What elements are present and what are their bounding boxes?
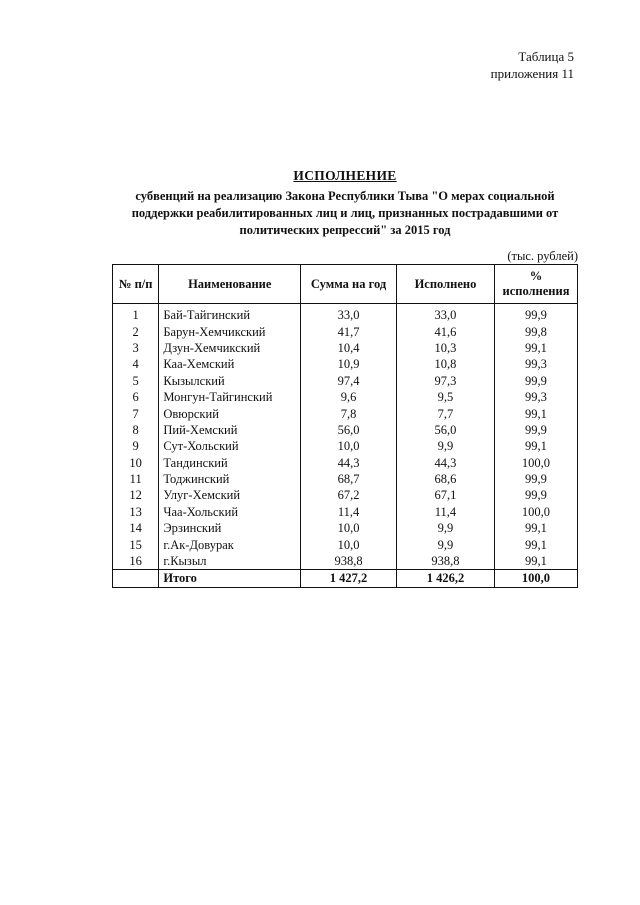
table-row [113, 487, 578, 503]
cell-sum: 56,0 [301, 422, 397, 438]
cell-pct: 99,3 [494, 389, 577, 405]
cell-name: Кызылский [159, 373, 301, 389]
cell-num: 11 [113, 471, 159, 487]
table-row [113, 438, 578, 454]
cell-num: 10 [113, 455, 159, 471]
total-row [113, 570, 578, 587]
cell-pct: 99,9 [494, 487, 577, 503]
cell-done: 7,7 [396, 405, 494, 421]
cell-num [113, 570, 159, 587]
cell-name: Тоджинский [159, 471, 301, 487]
cell-name: Тандинский [159, 455, 301, 471]
cell-sum: 10,9 [301, 356, 397, 372]
subsidy-table [112, 264, 578, 588]
cell-pct: 99,1 [494, 520, 577, 536]
cell-name: Пий-Хемский [159, 422, 301, 438]
table-row [113, 340, 578, 356]
document-title: ИСПОЛНЕНИЕ [293, 168, 397, 183]
cell-done: 1 426,2 [396, 570, 494, 587]
table-row [113, 389, 578, 405]
cell-sum: 7,8 [301, 405, 397, 421]
table-row [113, 455, 578, 471]
cell-pct: 99,8 [494, 323, 577, 339]
cell-pct: 99,1 [494, 438, 577, 454]
cell-num: 4 [113, 356, 159, 372]
table-row [113, 405, 578, 421]
cell-name: Овюрский [159, 405, 301, 421]
cell-done: 10,8 [396, 356, 494, 372]
header-pct: % исполнения [494, 265, 577, 304]
cell-sum: 44,3 [301, 455, 397, 471]
table-row [113, 471, 578, 487]
header-done: Исполнено [396, 265, 494, 304]
cell-num: 2 [113, 323, 159, 339]
cell-num: 6 [113, 389, 159, 405]
cell-pct: 99,1 [494, 536, 577, 552]
header-sum: Сумма на год [301, 265, 397, 304]
cell-num: 13 [113, 504, 159, 520]
cell-sum: 97,4 [301, 373, 397, 389]
cell-pct: 99,9 [494, 471, 577, 487]
cell-num: 5 [113, 373, 159, 389]
cell-num: 14 [113, 520, 159, 536]
cell-pct: 99,9 [494, 373, 577, 389]
table-header [113, 265, 578, 304]
cell-done: 9,5 [396, 389, 494, 405]
cell-name: Сут-Хольский [159, 438, 301, 454]
cell-name: Дзун-Хемчикский [159, 340, 301, 356]
cell-done: 44,3 [396, 455, 494, 471]
cell-num: 9 [113, 438, 159, 454]
cell-pct: 99,1 [494, 340, 577, 356]
cell-pct: 100,0 [494, 455, 577, 471]
cell-done: 9,9 [396, 536, 494, 552]
cell-name: Барун-Хемчикский [159, 323, 301, 339]
cell-name: Каа-Хемский [159, 356, 301, 372]
cell-done: 11,4 [396, 504, 494, 520]
cell-sum: 9,6 [301, 389, 397, 405]
cell-num: 7 [113, 405, 159, 421]
cell-done: 9,9 [396, 438, 494, 454]
cell-sum: 10,4 [301, 340, 397, 356]
title-block [110, 168, 580, 239]
header-row [113, 265, 578, 304]
header-name: Наименование [159, 265, 301, 304]
cell-sum: 41,7 [301, 323, 397, 339]
cell-sum: 10,0 [301, 438, 397, 454]
cell-pct: 99,3 [494, 356, 577, 372]
cell-sum: 938,8 [301, 553, 397, 570]
cell-pct: 99,1 [494, 405, 577, 421]
cell-name: Эрзинский [159, 520, 301, 536]
table-row [113, 504, 578, 520]
table-row [113, 356, 578, 372]
cell-num: 15 [113, 536, 159, 552]
table-row [113, 304, 578, 324]
cell-name: Монгун-Тайгинский [159, 389, 301, 405]
cell-name: г.Ак-Довурак [159, 536, 301, 552]
cell-num: 16 [113, 553, 159, 570]
cell-done: 97,3 [396, 373, 494, 389]
cell-done: 10,3 [396, 340, 494, 356]
cell-name: Итого [159, 570, 301, 587]
cell-done: 68,6 [396, 471, 494, 487]
cell-sum: 67,2 [301, 487, 397, 503]
table-row [113, 373, 578, 389]
cell-sum: 11,4 [301, 504, 397, 520]
cell-done: 9,9 [396, 520, 494, 536]
cell-done: 41,6 [396, 323, 494, 339]
cell-sum: 1 427,2 [301, 570, 397, 587]
cell-pct: 99,9 [494, 422, 577, 438]
cell-pct: 100,0 [494, 504, 577, 520]
table-row [113, 323, 578, 339]
cell-sum: 10,0 [301, 520, 397, 536]
cell-pct: 99,1 [494, 553, 577, 570]
cell-sum: 68,7 [301, 471, 397, 487]
cell-pct: 100,0 [494, 570, 577, 587]
table-body [113, 304, 578, 588]
table-row [113, 536, 578, 552]
cell-done: 67,1 [396, 487, 494, 503]
table-row [113, 422, 578, 438]
cell-done: 33,0 [396, 304, 494, 324]
cell-name: Бай-Тайгинский [159, 304, 301, 324]
table-reference [491, 48, 574, 82]
cell-num: 8 [113, 422, 159, 438]
cell-num: 1 [113, 304, 159, 324]
cell-sum: 33,0 [301, 304, 397, 324]
cell-name: Чаа-Хольский [159, 504, 301, 520]
table-number: Таблица 5 [518, 49, 574, 64]
unit-note: (тыс. рублей) [507, 249, 578, 263]
cell-pct: 99,9 [494, 304, 577, 324]
cell-name: г.Кызыл [159, 553, 301, 570]
cell-done: 938,8 [396, 553, 494, 570]
appendix-number: приложения 11 [490, 66, 574, 81]
cell-name: Улуг-Хемский [159, 487, 301, 503]
cell-num: 12 [113, 487, 159, 503]
cell-sum: 10,0 [301, 536, 397, 552]
document-subtitle: субвенций на реализацию Закона Республики Тыва "О мерах социальной поддержки реабилитированных лиц и лиц, признанных пострадавшими от политических репрессий" за 2015 год [131, 189, 559, 237]
cell-done: 56,0 [396, 422, 494, 438]
table-row [113, 520, 578, 536]
table-row [113, 553, 578, 570]
header-num: № п/п [113, 265, 159, 304]
cell-num: 3 [113, 340, 159, 356]
